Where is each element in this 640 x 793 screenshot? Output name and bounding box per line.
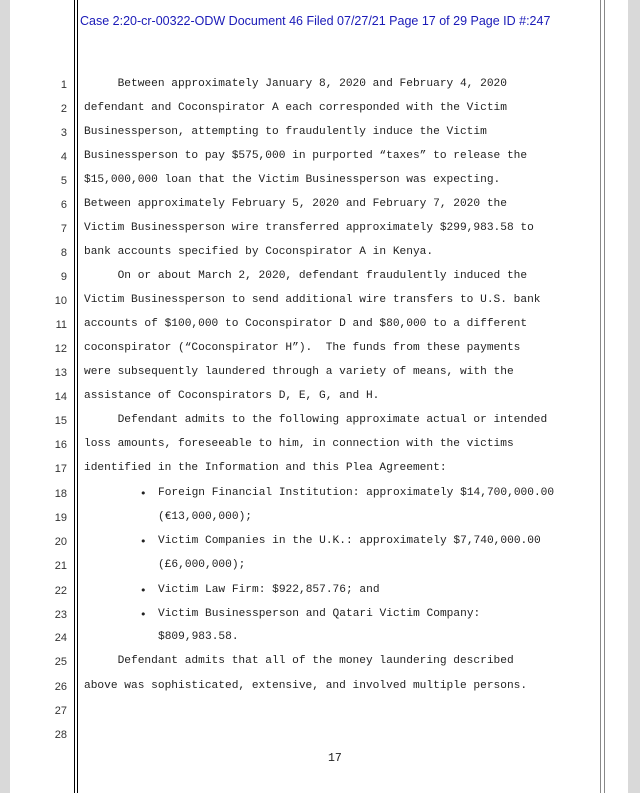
body-line: (€13,000,000); xyxy=(158,511,252,523)
body-line: Defendant admits that all of the money laundering described xyxy=(84,655,514,667)
line-number: 28 xyxy=(54,729,67,741)
line-number: 8 xyxy=(60,247,67,259)
line-number: 7 xyxy=(60,223,67,235)
line-number: 3 xyxy=(60,127,67,139)
body-line: Defendant admits to the following approximate actual or intended xyxy=(84,414,548,426)
body-line: On or about March 2, 2020, defendant fraudulently induced the xyxy=(84,270,528,282)
case-header: Case 2:20-cr-00322-ODW Document 46 Filed 07/27/21 Page 17 of 29 Page ID #:247 xyxy=(80,14,551,28)
bullet-text: Victim Companies in the U.K.: approximately $7,740,000.00 xyxy=(158,535,541,547)
line-number: 26 xyxy=(54,681,67,693)
right-margin-rule xyxy=(600,0,601,793)
bullet-text: Foreign Financial Institution: approximately $14,700,000.00 xyxy=(158,487,555,499)
line-number: 9 xyxy=(60,271,67,283)
body-line: identified in the Information and this Plea Agreement: xyxy=(84,462,447,474)
bullet-icon: • xyxy=(140,487,147,500)
line-number: 22 xyxy=(54,585,67,597)
body-line: bank accounts specified by Coconspirator A in Kenya. xyxy=(84,246,434,258)
body-line: were subsequently laundered through a variety of means, with the xyxy=(84,366,514,378)
line-number: 25 xyxy=(54,656,67,668)
line-number: 2 xyxy=(60,103,67,115)
body-line: Between approximately January 8, 2020 and February 4, 2020 xyxy=(84,78,507,90)
line-number: 23 xyxy=(54,609,67,621)
bullet-text: Victim Businessperson and Qatari Victim Company: xyxy=(158,608,481,620)
bullet-text: Victim Law Firm: $922,857.76; and xyxy=(158,584,380,596)
line-number: 12 xyxy=(54,343,67,355)
bullet-icon: • xyxy=(140,608,147,621)
page-number: 17 xyxy=(328,752,342,765)
bullet-icon: • xyxy=(140,535,147,548)
line-number: 10 xyxy=(54,295,67,307)
line-number: 17 xyxy=(54,463,67,475)
body-line: assistance of Coconspirators D, E, G, and H. xyxy=(84,390,380,402)
body-line: loss amounts, foreseeable to him, in connection with the victims xyxy=(84,438,514,450)
body-line: Victim Businessperson wire transferred approximately $299,983.58 to xyxy=(84,222,534,234)
line-number: 4 xyxy=(60,151,67,163)
body-line: accounts of $100,000 to Coconspirator D and $80,000 to a different xyxy=(84,318,528,330)
body-line: $809,983.58. xyxy=(158,631,239,643)
document-page xyxy=(10,0,628,793)
body-line: coconspirator (“Coconspirator H”). The funds from these payments xyxy=(84,342,521,354)
right-margin-rule-outer xyxy=(604,0,605,793)
line-number: 14 xyxy=(54,391,67,403)
line-number: 18 xyxy=(54,488,67,500)
line-number: 13 xyxy=(54,367,67,379)
body-line: $15,000,000 loan that the Victim Businessperson was expecting. xyxy=(84,174,501,186)
line-number: 6 xyxy=(60,199,67,211)
body-line: above was sophisticated, extensive, and involved multiple persons. xyxy=(84,680,528,692)
body-line: Between approximately February 5, 2020 and February 7, 2020 the xyxy=(84,198,507,210)
line-number: 21 xyxy=(54,560,67,572)
body-line: Businessperson, attempting to fraudulently induce the Victim xyxy=(84,126,487,138)
line-number: 5 xyxy=(60,175,67,187)
line-number: 16 xyxy=(54,439,67,451)
line-number: 1 xyxy=(60,79,67,91)
bullet-icon: • xyxy=(140,584,147,597)
line-number: 11 xyxy=(55,319,67,331)
line-number: 19 xyxy=(54,512,67,524)
left-margin-rule xyxy=(74,0,75,793)
body-line: defendant and Coconspirator A each corresponded with the Victim xyxy=(84,102,507,114)
line-number: 15 xyxy=(54,415,67,427)
left-margin-rule-inner xyxy=(77,0,78,793)
line-number: 24 xyxy=(54,632,67,644)
body-line: (£6,000,000); xyxy=(158,559,246,571)
body-line: Victim Businessperson to send additional wire transfers to U.S. bank xyxy=(84,294,541,306)
line-number: 20 xyxy=(54,536,67,548)
line-number: 27 xyxy=(54,705,67,717)
body-line: Businessperson to pay $575,000 in purported “taxes” to release the xyxy=(84,150,528,162)
